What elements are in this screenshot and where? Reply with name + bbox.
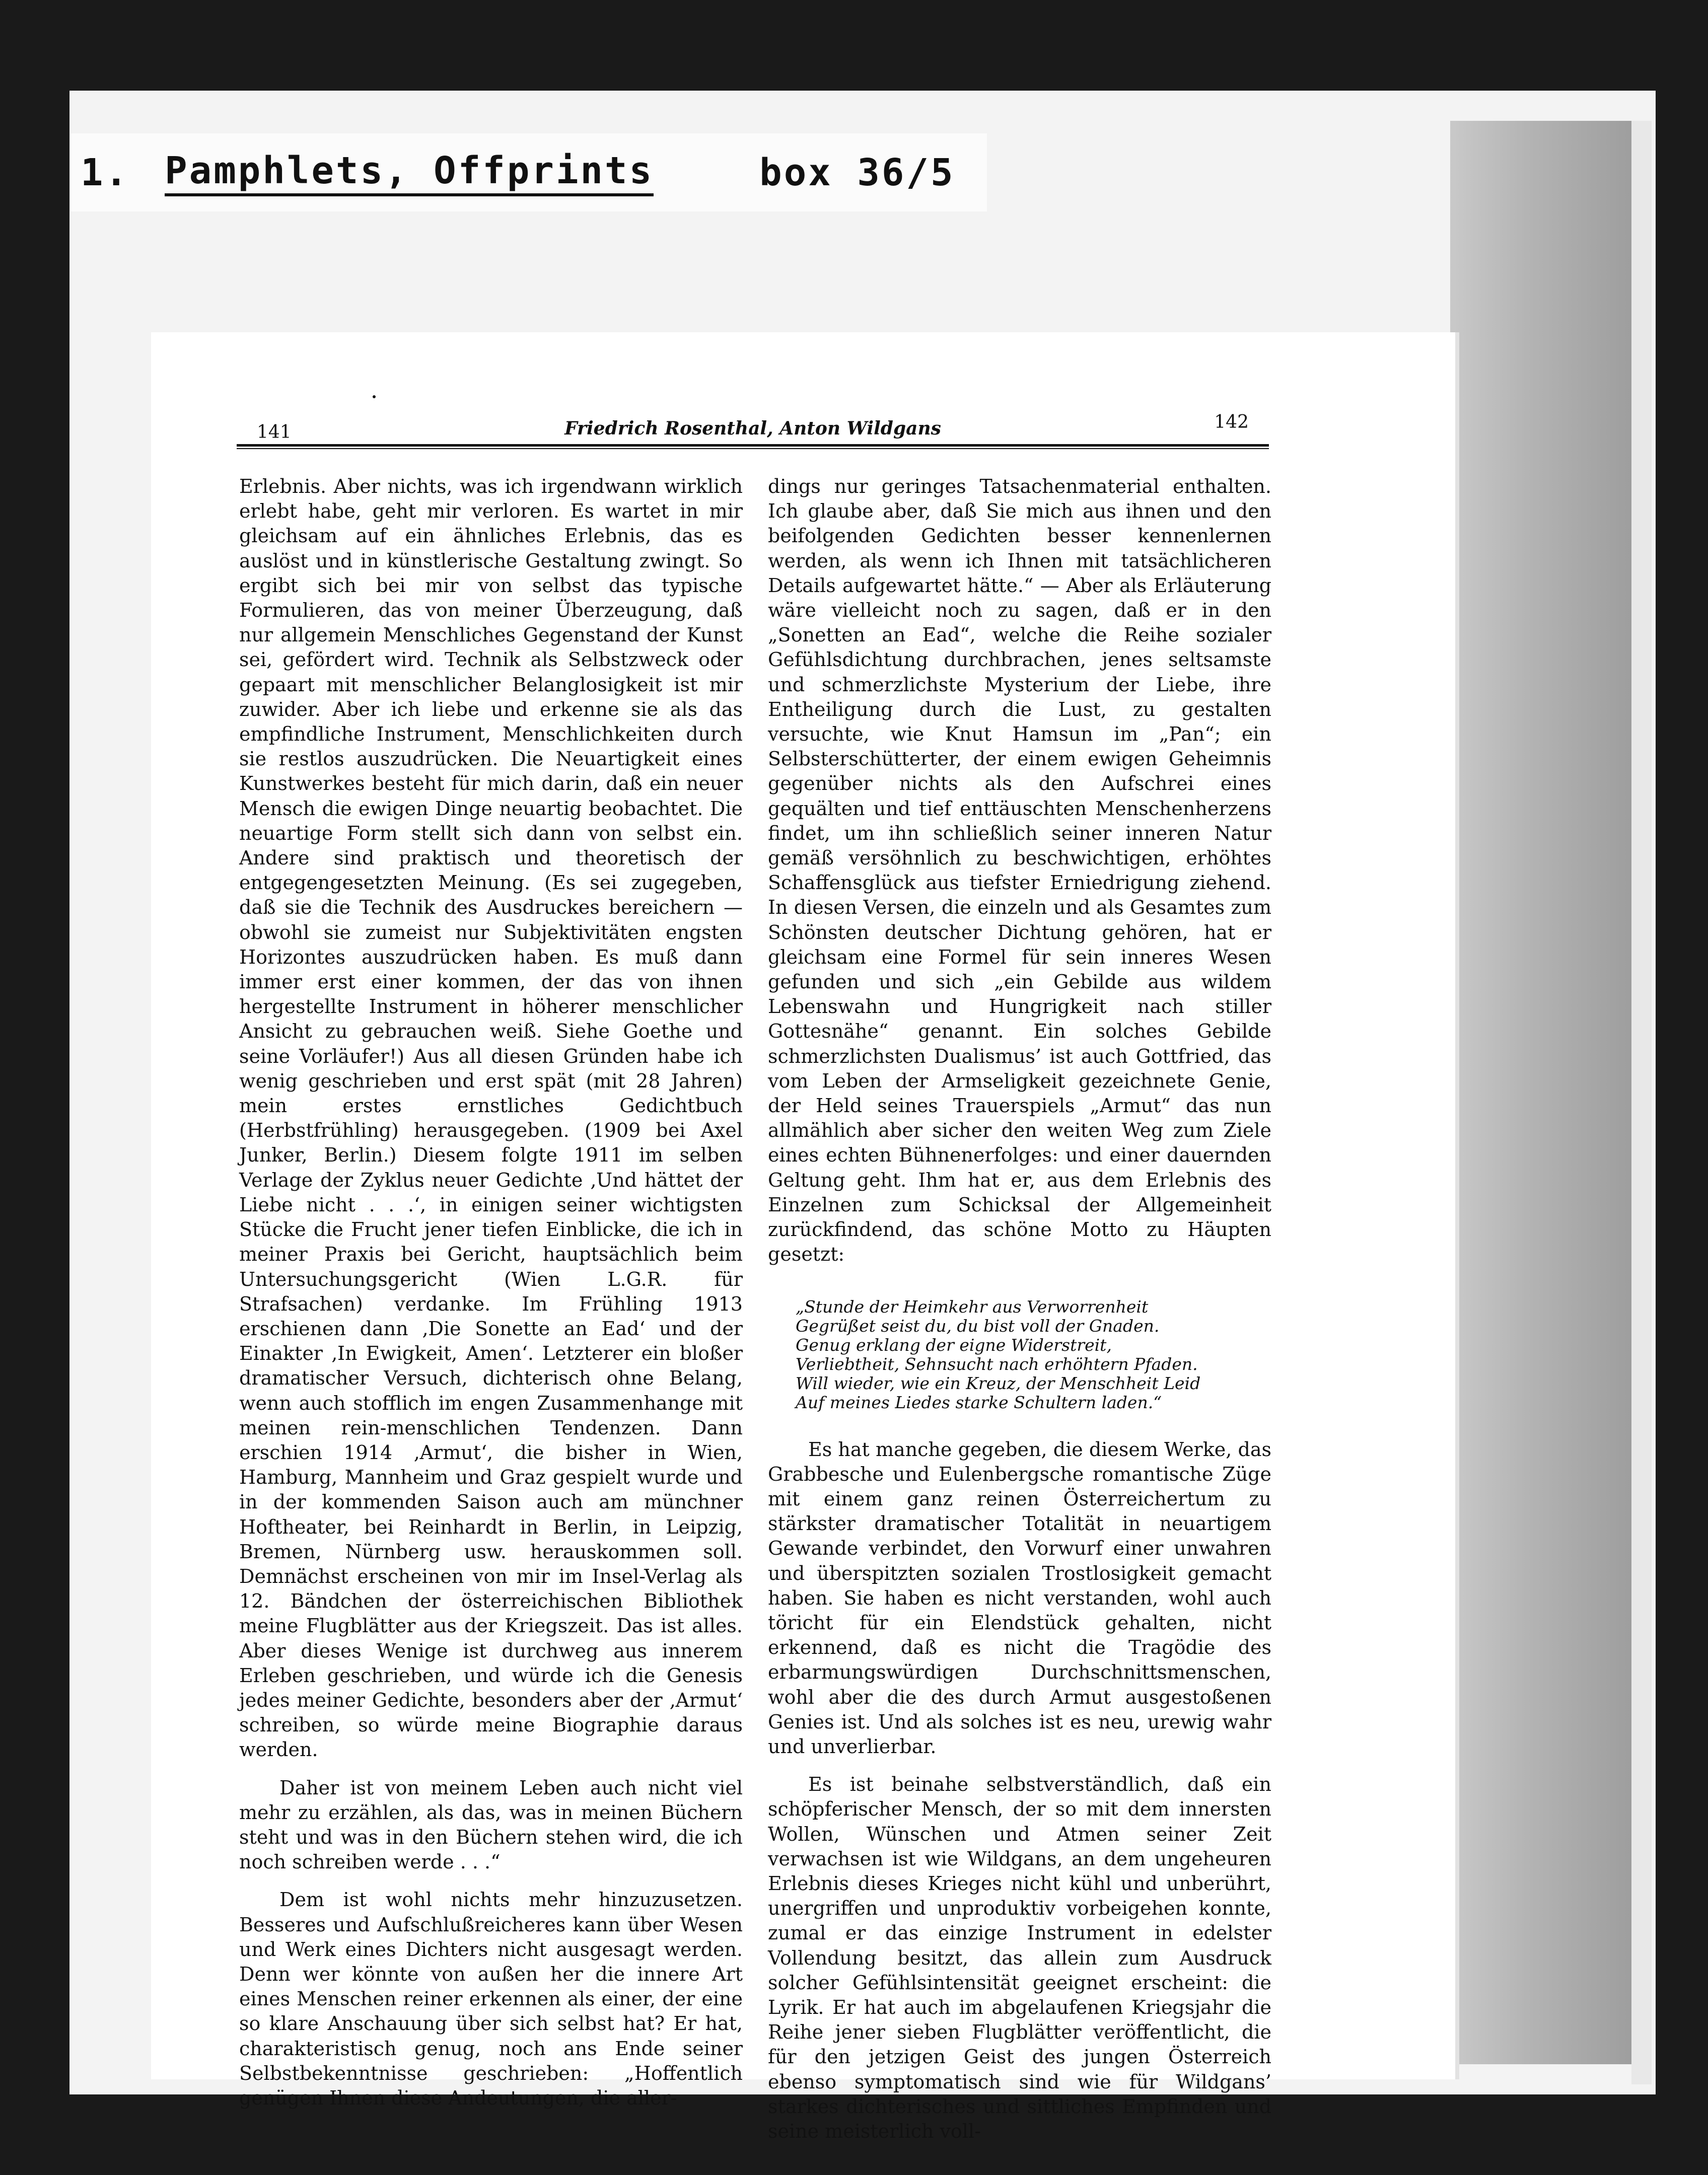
left-paragraph-3: Dem ist wohl nichts mehr hinzuzusetzen. Besseres und Aufschlußreicheres kann über Wesen und Werk eines Dichters nicht ausgesagt werden. Denn wer könnte von außen her die innere Art eines Menschen reiner erkennen als einer, der eine so klare Anschauung über sich selbst hat? Er hat, charakteristisch genug, noch ans Ende seiner Selbstbekenntnisse geschrieben: „Hoffentlich genügen Ihnen diese Andeutungen, die aller-	[239, 1889, 743, 2109]
page-number-left: 141	[257, 422, 292, 443]
right-paragraph-3: Es ist beinahe selbstverständlich, daß ein schöpferischer Mensch, der so mit dem innersten Wollen, Wünschen und Atmen seiner Zeit verwachsen ist wie Wildgans, an dem ungeheuren Erlebnis dieses Krieges nicht kühl und unberührt, unergriffen und unproduktiv vorbeigehen konnte, zumal er das einzige Instrument in edelster Vollendung besitzt, das allein zum Ausdruck solcher Gefühlsintensität geeignet erscheint: die Lyrik. Er hat auch im abgelaufenen Kriegsjahr die Reihe jener sieben Flugblätter veröffentlicht, die für den jetzigen Geist des jungen Österreich ebenso symptomatisch sind wie für Wildgans’ starkes dichterisches und sittliches Empfinden und seine meisterlich voll-	[768, 1773, 1271, 2142]
backing-edge	[1631, 121, 1652, 2084]
motto-line: Gegrüßet seist du, du bist voll der Gnaden.	[796, 1316, 1160, 1336]
motto-line: Verliebtheit, Sehnsucht nach erhöhtern Pfaden.	[796, 1354, 1198, 1374]
page-number-right: 142	[1214, 412, 1249, 432]
left-paragraph-1: Erlebnis. Aber nichts, was ich irgendwann wirklich erlebt habe, geht mir verloren. Es wartet in mir gleichsam auf ein ähnliches Erlebnis, das es auslöst und in künstlerische Gestaltung zwingt. So ergibt sich bei mir von selbst das typische Formulieren, das von meiner Überzeugung, daß nur allgemein Menschliches Gegenstand der Kunst sei, gefördert wird. Technik als Selbstzweck oder gepaart mit menschlicher Belanglosigkeit ist mir zuwider. Aber ich liebe und erkenne sie als das empfindliche Instrument, Menschlichkeiten durch sie restlos auszudrücken. Die Neuartigkeit eines Kunstwerkes besteht für mich darin, daß ein neuer Mensch die ewigen Dinge neuartig beobachtet. Die neuartige Form stellt sich dann von selbst ein. Andere sind praktisch und theoretisch der entgegengesetzten Meinung. (Es sei zugegeben, daß sie die Technik des Ausdruckes bereichern — obwohl sie zumeist nur Subjektivitäten engsten Horizontes auszudrücken haben. Es muß dann immer erst einer kommen, der das von ihnen hergestellte Instrument in höherer menschlicher Ansicht zu gebrauchen weiß. Siehe Goethe und seine Vorläufer!) Aus all diesen Gründen habe ich wenig geschrieben und erst spät (mit 28 Jahren) mein erstes ernstliches Gedichtbuch (Herbstfrühling) herausgegeben. (1909 bei Axel Junker, Berlin.) Diesem folgte 1911 im selben Verlage der Zyklus neuer Gedichte ‚Und hättet der Liebe nicht . . .‘, in einigen seiner wichtigsten Stücke die Frucht jener tiefen Einblicke, die ich in meiner Praxis bei Gericht, hauptsächlich beim Untersuchungsgericht (Wien L.G.R. für Strafsachen) verdanke. Im Frühling 1913 erschienen dann ‚Die Sonette an Ead‘ und der Einakter ‚In Ewigkeit, Amen‘. Letzterer ein bloßer dramatischer Versuch, dichterisch ohne Belang, wenn auch stofflich im engen Zusammenhange mit meinen rein-menschlichen Tendenzen. Dann erschien 1914 ‚Armut‘, die bisher in Wien, Hamburg, Mannheim und Graz gespielt wurde und in der kommenden Saison auch am münchner Hoftheater, bei Reinhardt in Berlin, in Leipzig, Bremen, Nürnberg usw. herauskommen soll. Demnächst erscheinen von mir im Insel-Verlag als 12. Bändchen der österreichischen Bibliothek meine Flugblätter aus der Kriegszeit. Das ist alles. Aber dieses Wenige ist durchweg aus innerem Erleben geschrieben, und würde ich die Genesis jedes meiner Gedichte, besonders aber der ‚Armut‘ schreiben, so würde meine Biographie daraus werden.	[239, 475, 743, 1761]
header-rule	[237, 444, 1269, 449]
label-number: 1.	[81, 151, 130, 194]
motto-line: Auf meines Liedes starke Schultern laden.“	[796, 1392, 1162, 1412]
backing-shadow	[1450, 121, 1642, 2064]
running-header	[237, 412, 1269, 448]
right-paragraph-2: Es hat manche gegeben, die diesem Werke, das Grabbesche und Eulenbergsche romantische Züge mit einem ganz reinen Österreichertum zu stärkster dramatischer Totalität in neuartigem Gewande verbindet, den Vorwurf einer unwahren und überspitzten sozialen Trostlosigkeit gemacht haben. Sie haben es nicht verstanden, wohl auch töricht für ein Elendstück gehalten, nicht erkennend, daß es nicht die Tragödie des erbarmungswürdigen Durchschnittsmenschen, wohl aber die des durch Armut ausgestoßenen Genies ist. Und als solches ist es neu, urewig wahr und unverlierbar.	[768, 1438, 1271, 1758]
label-box: box 36/5	[759, 151, 955, 194]
motto-line: Genug erklang der eigne Widerstreit,	[796, 1335, 1112, 1355]
left-paragraph-2: Daher ist von meinem Leben auch nicht viel mehr zu erzählen, als das, was in meinen Büchern steht und was in den Büchern stehen wird, die ich noch schreiben werde . . .“	[239, 1776, 743, 1873]
right-paragraph-1: dings nur geringes Tatsachenmaterial enthalten. Ich glaube aber, daß Sie mich aus ihnen und den beifolgenden Gedichten besser kennenlernen werden, als wenn ich Ihnen mit tatsächlicheren Details aufgewartet hätte.“ — Aber als Erläuterung wäre vielleicht noch zu sagen, daß er in den „Sonetten an Ead“, welche die Reihe sozialer Gefühlsdichtung durchbrachen, jenes seltsamste und schmerzlichste Mysterium der Liebe, ihre Entheiligung durch die Lust, zu gestalten versuchte, wie Knut Hamsun im „Pan“; ein Selbsterschütterter, der einem ewigen Geheimnis gegenüber nichts als den Aufschrei eines gequälten und tief enttäuschten Menschenherzens findet, um ihn schließlich seiner inneren Natur gemäß versöhnlich zu beschwichtigen, erhöhtes Schaffensglück aus tiefster Erniedrigung ziehend. In diesen Versen, die einzeln und als Gesamtes zum Schönsten deutscher Dichtung gehören, hat er gleichsam eine Formel für sein inneres Wesen gefunden und sich „ein Gebilde aus wildem Lebenswahn und Hungrigkeit nach stiller Gottesnähe“ genannt. Ein solches Gebilde schmerzlichsten Dualismus’ ist auch Gottfried, das vom Leben der Armseligkeit gezeichnete Genie, der Held seines Trauerspiels „Armut“ das nun allmählich aber sicher den weiten Weg zum Ziele eines echten Bühnenerfolges: und einer dauernden Geltung geht. Ihm hat er, aus dem Erlebnis des Einzelnen zum Schicksal der Allgemeinheit zurückfindend, das schöne Motto zu Häupten gesetzt:	[768, 475, 1271, 1266]
right-column	[768, 474, 1271, 2144]
left-column	[239, 474, 743, 2111]
motto-line: „Stunde der Heimkehr aus Verworrenheit	[796, 1296, 1149, 1317]
motto-verse	[796, 1297, 1271, 1412]
motto-line: Will wieder, wie ein Kreuz, der Menschheit Leid	[796, 1373, 1201, 1393]
printed-page	[151, 332, 1455, 2142]
ink-speck	[373, 395, 376, 398]
label-title: Pamphlets, Offprints	[165, 149, 654, 196]
running-title: Friedrich Rosenthal, Anton Wildgans	[564, 418, 941, 439]
archive-label	[70, 133, 987, 211]
